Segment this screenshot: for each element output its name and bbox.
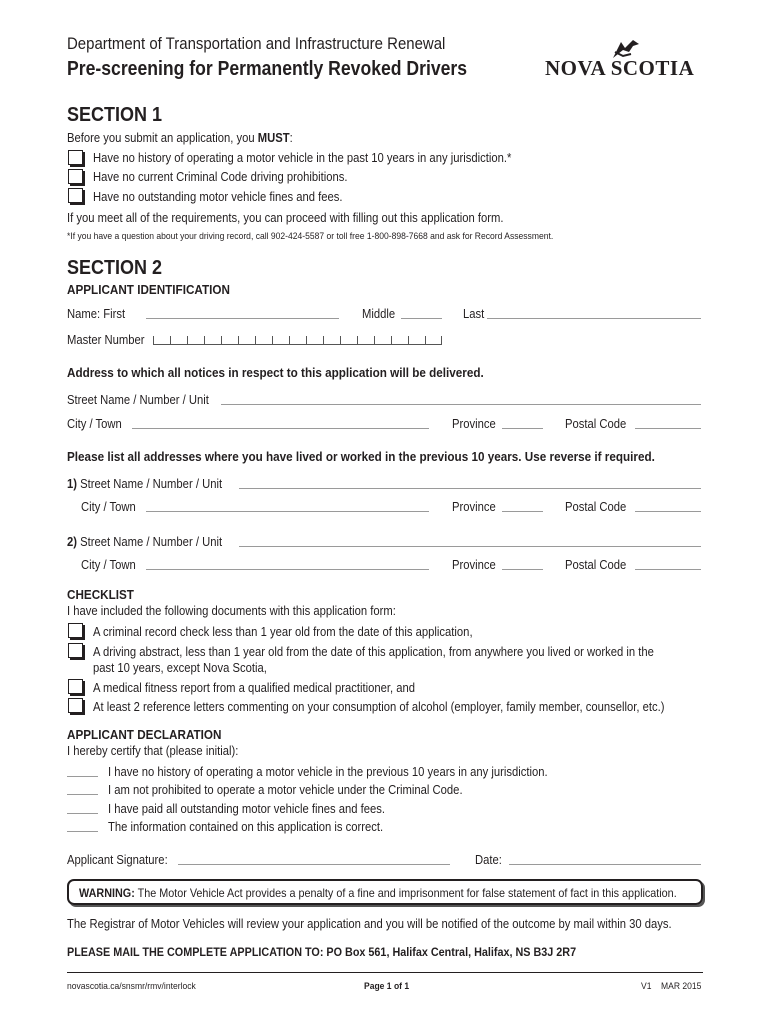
checklist-checkbox-3[interactable] — [68, 679, 83, 694]
section-1-title: SECTION 1 — [67, 104, 163, 126]
address-1-city-field[interactable] — [146, 511, 429, 512]
declaration-heading: APPLICANT DECLARATION — [67, 727, 222, 742]
address-2-street-field[interactable] — [239, 546, 701, 547]
checklist-checkbox-1[interactable] — [68, 623, 83, 638]
declaration-item-1: I have no history of operating a motor vehicle in the previous 10 years in any jurisdiction. — [108, 765, 548, 779]
section-1-intro: Before you submit an application, you MUST: — [67, 131, 293, 145]
address-2-province-field[interactable] — [502, 569, 543, 570]
name-middle-label: Middle — [362, 307, 396, 321]
signature-label: Applicant Signature: — [67, 853, 168, 867]
checklist-intro: I have included the following documents with this application form: — [67, 604, 396, 618]
applicant-identification-heading: APPLICANT IDENTIFICATION — [67, 282, 230, 297]
footer-divider — [67, 972, 703, 973]
version: V1 — [641, 981, 652, 992]
city-field[interactable] — [132, 428, 429, 429]
proceed-text: If you meet all of the requirements, you can proceed with filling out this application form. — [67, 211, 504, 225]
master-number-label: Master Number — [67, 333, 145, 347]
initial-field-3[interactable] — [67, 813, 98, 814]
street-field[interactable] — [221, 404, 701, 405]
section-2-title: SECTION 2 — [67, 257, 163, 279]
initial-field-1[interactable] — [67, 776, 98, 777]
declaration-intro: I hereby certify that (please initial): — [67, 744, 239, 758]
address-2-postal-label: Postal Code — [565, 558, 627, 572]
checklist-item-4: At least 2 reference letters commenting on your consumption of alcohol (employer, family member, counsellor, etc.) — [93, 700, 665, 714]
checklist-checkbox-2[interactable] — [68, 643, 83, 658]
signature-field[interactable] — [178, 864, 450, 865]
registrar-notice: The Registrar of Motor Vehicles will review your application and you will be notified of the outcome by mail within 30 days. — [67, 917, 672, 931]
requirement-checkbox-2[interactable] — [68, 169, 83, 184]
name-last-field[interactable] — [487, 318, 701, 319]
address-1-postal-field[interactable] — [635, 511, 701, 512]
form-title: Pre-screening for Permanently Revoked Drivers — [67, 58, 468, 80]
postal-code-label: Postal Code — [565, 417, 627, 431]
name-first-field[interactable] — [146, 318, 339, 319]
name-last-label: Last — [463, 307, 485, 321]
address-2-street-label: 2) Street Name / Number / Unit — [67, 535, 223, 549]
nova-scotia-logo — [545, 38, 705, 82]
department-name: Department of Transportation and Infrastructure Renewal — [67, 34, 446, 53]
checklist-item-3: A medical fitness report from a qualified medical practitioner, and — [93, 681, 416, 695]
master-number-field[interactable] — [153, 336, 442, 345]
city-label: City / Town — [67, 417, 122, 431]
address-2-province-label: Province — [452, 558, 496, 572]
mailing-address: PLEASE MAIL THE COMPLETE APPLICATION TO: PO Box 561, Halifax Central, Halifax, NS B3J 2R7 — [67, 945, 577, 959]
page-number: Page 1 of 1 — [364, 981, 410, 992]
requirement-2: Have no current Criminal Code driving prohibitions. — [93, 170, 348, 184]
requirement-checkbox-3[interactable] — [68, 188, 83, 203]
warning-box — [67, 879, 703, 905]
date-field[interactable] — [509, 864, 701, 865]
province-label: Province — [452, 417, 496, 431]
requirement-checkbox-1[interactable] — [68, 150, 83, 165]
postal-code-field[interactable] — [635, 428, 701, 429]
address-1-street-label: 1) Street Name / Number / Unit — [67, 477, 223, 491]
initial-field-4[interactable] — [67, 831, 98, 832]
checklist-heading: CHECKLIST — [67, 587, 134, 602]
checklist-checkbox-4[interactable] — [68, 698, 83, 713]
address-1-city-label: City / Town — [81, 500, 136, 514]
previous-addresses-heading: Please list all addresses where you have lived or worked in the previous 10 years. Use reverse if required. — [67, 449, 655, 464]
declaration-item-3: I have paid all outstanding motor vehicle fines and fees. — [108, 802, 386, 816]
address-heading: Address to which all notices in respect to this application will be delivered. — [67, 365, 484, 380]
requirement-3: Have no outstanding motor vehicle fines and fees. — [93, 190, 343, 204]
address-2-city-field[interactable] — [146, 569, 429, 570]
declaration-item-2: I am not prohibited to operate a motor vehicle under the Criminal Code. — [108, 783, 463, 797]
footnote: *If you have a question about your driving record, call 902-424-5587 or toll free 1-800-898-7668 and ask for Record Assessment. — [67, 231, 554, 242]
date-label: Date: — [475, 853, 502, 867]
address-1-street-field[interactable] — [239, 488, 701, 489]
footer-url: novascotia.ca/snsmr/rmv/interlock — [67, 981, 196, 992]
address-2-postal-field[interactable] — [635, 569, 701, 570]
address-1-postal-label: Postal Code — [565, 500, 627, 514]
address-1-province-label: Province — [452, 500, 496, 514]
checklist-item-2-cont: past 10 years, except Nova Scotia, — [93, 661, 267, 675]
name-middle-field[interactable] — [401, 318, 442, 319]
warning-text: WARNING: The Motor Vehicle Act provides a penalty of a fine and imprisonment for false statement of fact in this application. — [79, 886, 677, 900]
checklist-item-2: A driving abstract, less than 1 year old from the date of this application, from anywhere you lived or worked in the — [93, 645, 654, 659]
requirement-1: Have no history of operating a motor vehicle in the past 10 years in any jurisdiction.* — [93, 151, 512, 165]
checklist-item-1: A criminal record check less than 1 year old from the date of this application, — [93, 625, 473, 639]
declaration-item-4: The information contained on this application is correct. — [108, 820, 384, 834]
logo-text: NOVA SCOTIA — [545, 56, 695, 80]
address-1-province-field[interactable] — [502, 511, 543, 512]
province-field[interactable] — [502, 428, 543, 429]
initial-field-2[interactable] — [67, 794, 98, 795]
address-2-city-label: City / Town — [81, 558, 136, 572]
revision-date: MAR 2015 — [661, 981, 702, 992]
street-label: Street Name / Number / Unit — [67, 393, 209, 407]
name-first-label: Name: First — [67, 307, 126, 321]
